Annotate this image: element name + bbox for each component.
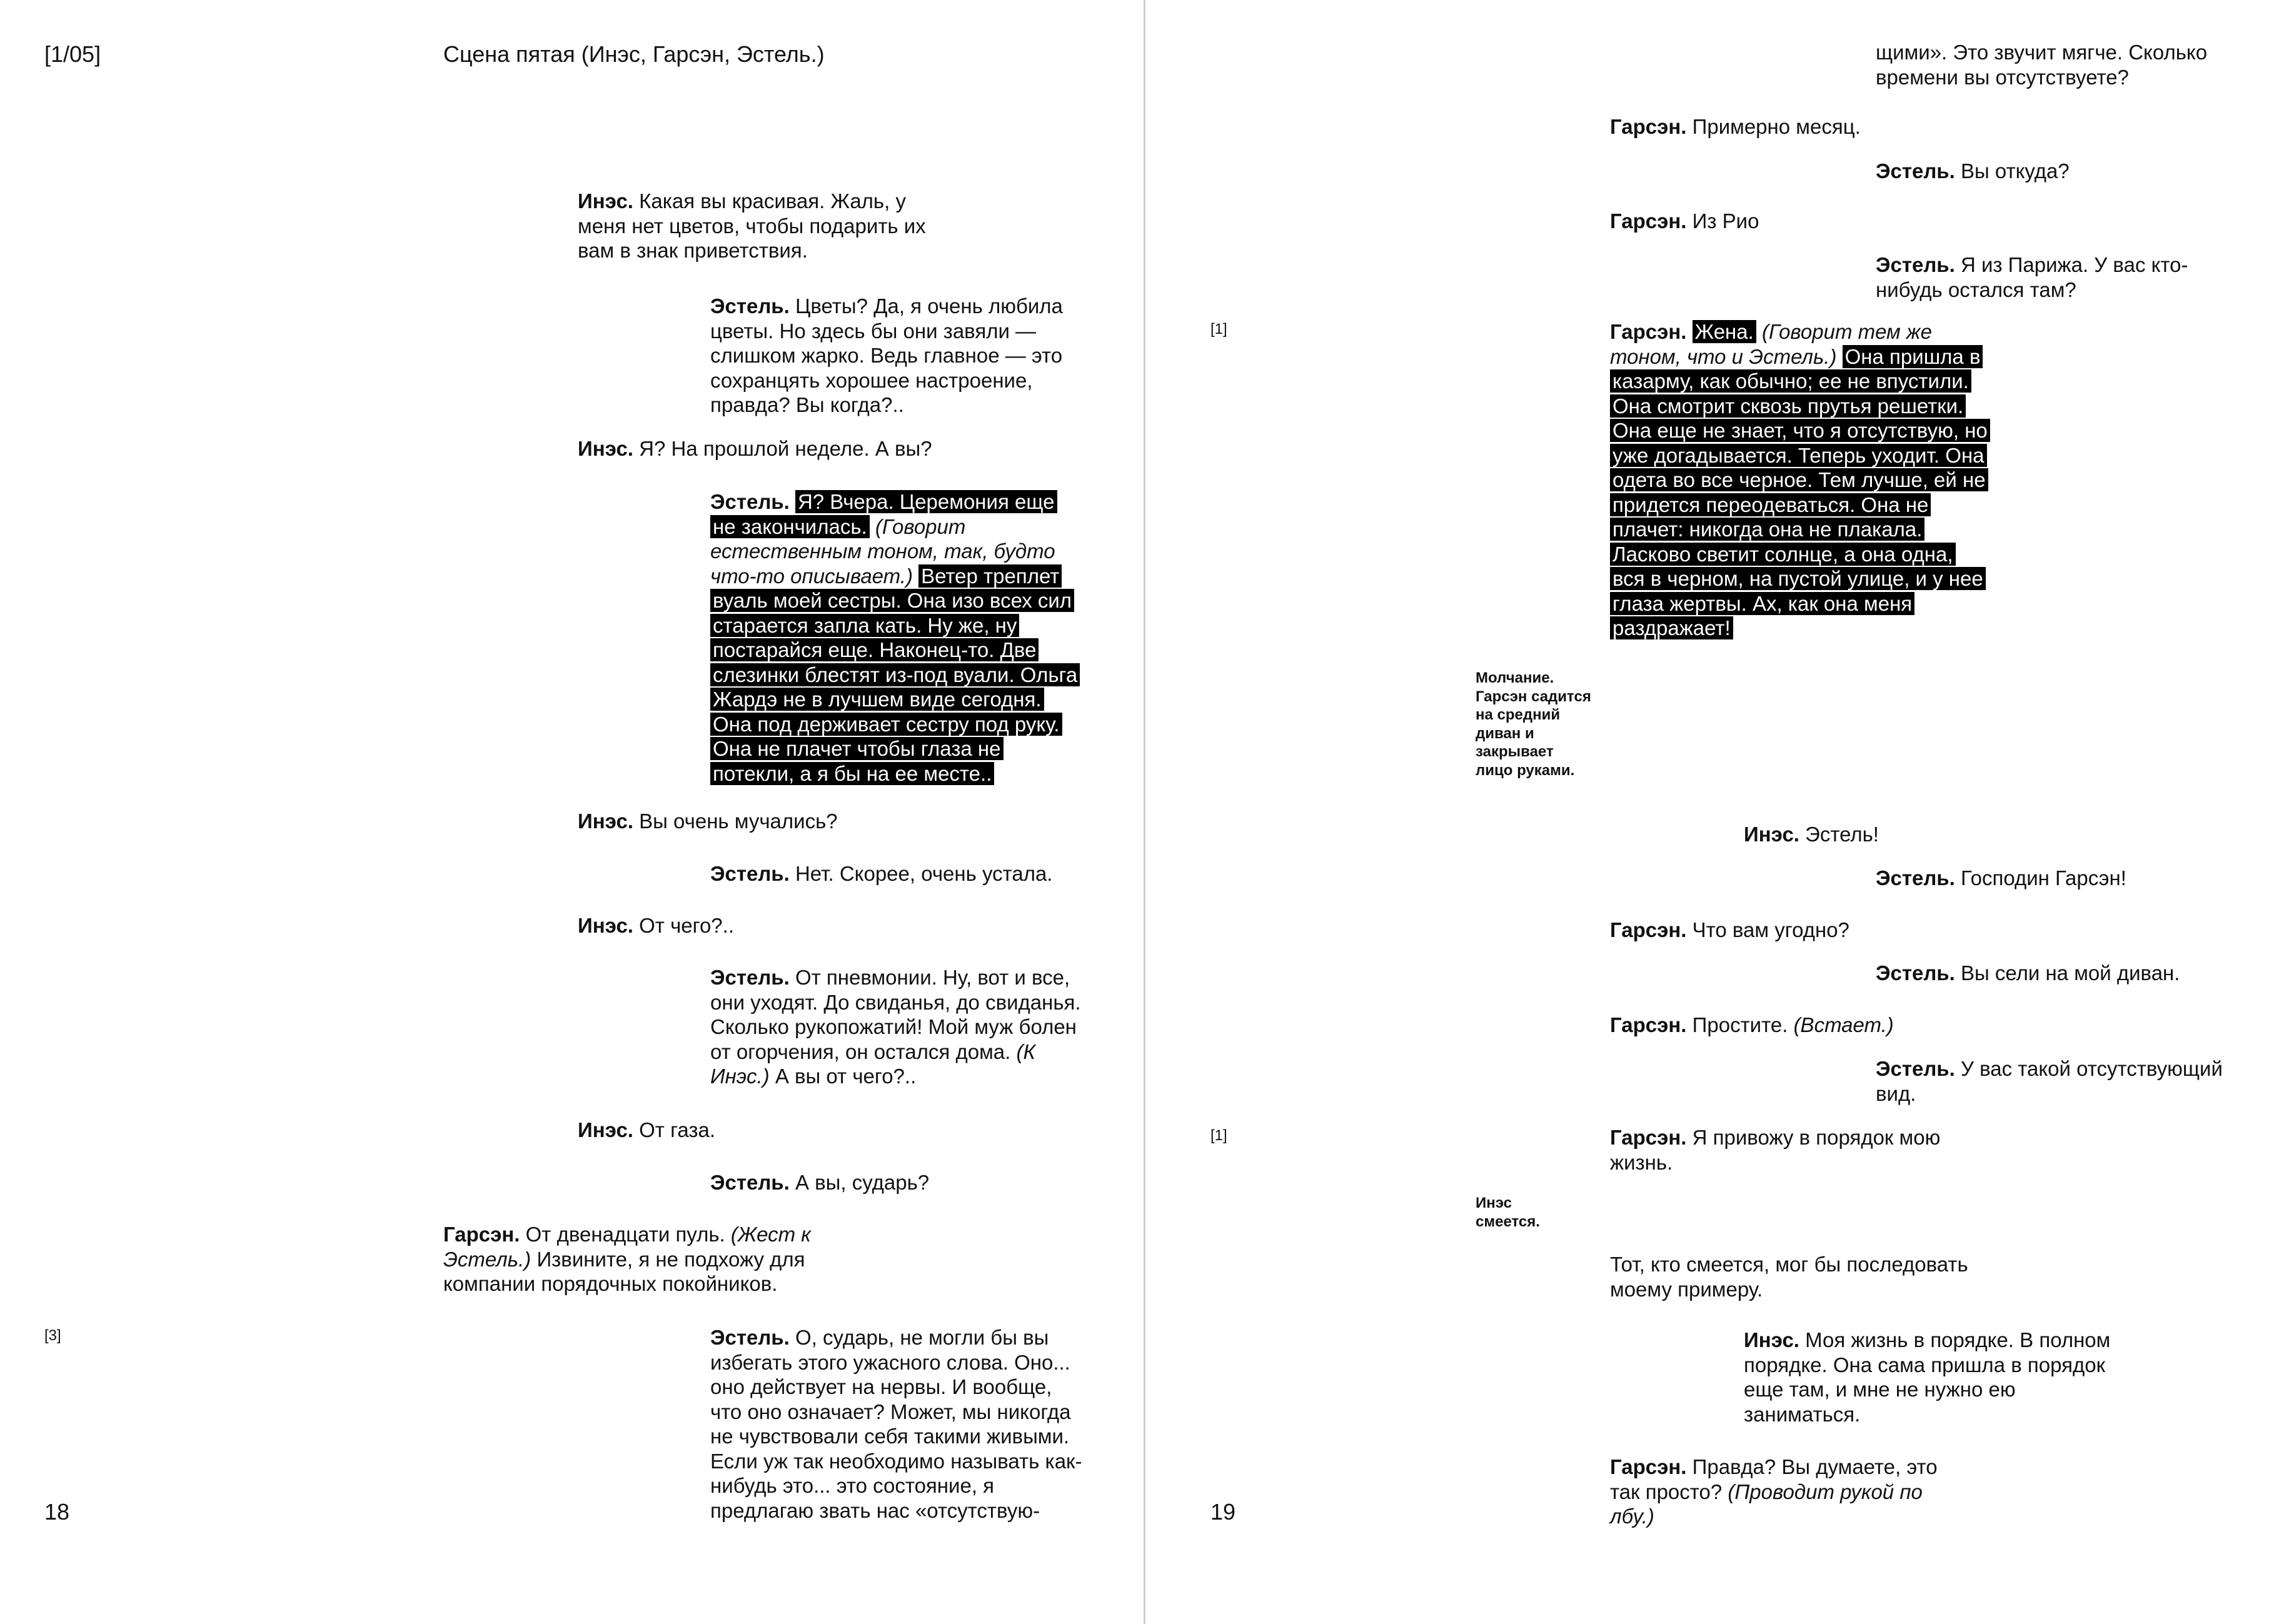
line-ines-7: Инэс. Моя жизнь в порядке. В полном порядке. Она сама пришла в порядок еще там, и мне не нужно ею заниматься. bbox=[1744, 1328, 2111, 1426]
left-page bbox=[0, 0, 1144, 1624]
line-estelle-5: Эстель. А вы, сударь? bbox=[710, 1171, 930, 1194]
line-estelle-11: Эстель. У вас такой отсутствующий вид. bbox=[1876, 1057, 2223, 1105]
line-estelle-8: Эстель. Я из Парижа. У вас кто-нибудь остался там? bbox=[1876, 253, 2188, 301]
highlighted-text: Она пришла в казарму, как обычно; ее не впустили. Она смотрит сквозь прутья решетки. Она еще не знает, что я отсутствую, но уже догадывается. Теперь уходит. Она одета во все черное. Тем лучше, ей не придется переодеваться. Она не плачет: никогда она не плакала. Ласково светит солнце, а она одна, вся в черном, на пустой улице, и у нее глаза жертвы. Ах, как она меня раздражает! bbox=[1610, 345, 1990, 640]
scene-marker: [1/05] bbox=[44, 41, 101, 67]
line-garcin-4: Гарсэн. Жена. (Говорит тем же тоном, что и Эстель.) Она пришла в казарму, как обычно; ее не впустили. Она смотрит сквозь прутья решетки. Она еще не знает, что я отсутствую, но уже догадывается. Теперь уходит. Она одета во все черное. Тем лучше, ей не придется переодеваться. Она не плачет: никогда она не плакала. Ласково светит солнце, а она одна, вся в черном, на пустой улице, и у нее глаза жертвы. Ах, как она меня раздражает! bbox=[1610, 319, 1988, 641]
line-narration: Тот, кто смеется, мог бы последовать моему примеру. bbox=[1610, 1253, 1968, 1301]
stage-direction: (Жест к Эстель.) bbox=[443, 1223, 811, 1271]
margin-note: [3] bbox=[44, 1327, 61, 1344]
page-number: 18 bbox=[44, 1499, 70, 1525]
line-continuation: щими». Это звучит мягче. Сколько времени вы отсутствуете? bbox=[1876, 41, 2208, 89]
line-estelle-2: Эстель. Я? Вчера. Церемония еще не закончилась. (Говорит естественным тоном, так, будто что-то описывает.) Ветер треплет вуаль моей сестры. Она изо всех сил старается запла кать. Ну же, ну постарайся еще. Наконец-то. Две слезинки блестят из-под вуали. Ольга Жардэ не в лучшем виде сегодня. Она под держивает сестру под руку. Она не плачет чтобы глаза не потекли, а я бы на ее месте.. bbox=[710, 489, 1082, 786]
line-ines-2: Инэс. Я? На прошлой неделе. А вы? bbox=[578, 437, 932, 460]
line-estelle-4: Эстель. От пневмонии. Ну, вот и все, они уходят. До свиданья, до свиданья. Сколько рукопожатий! Мой муж болен от огорчения, он остался дома. (К Инэс.) А вы от чего?.. bbox=[710, 966, 1081, 1088]
page-number: 19 bbox=[1210, 1499, 1236, 1525]
line-garcin-8: Гарсэн. Правда? Вы думаете, это так просто? (Проводит рукой по лбу.) bbox=[1610, 1455, 1938, 1528]
line-estelle-9: Эстель. Господин Гарсэн! bbox=[1876, 866, 2126, 890]
highlighted-text: Жена. bbox=[1693, 320, 1756, 343]
line-garcin-1: Гарсэн. От двенадцати пуль. (Жест к Эстель.) Извините, я не подхожу для компании порядочных покойников. bbox=[443, 1223, 811, 1295]
stage-direction: (К Инэс.) bbox=[710, 1040, 1035, 1088]
line-estelle-3: Эстель. Нет. Скорее, очень устала. bbox=[710, 862, 1053, 885]
line-ines-3: Инэс. Вы очень мучались? bbox=[578, 809, 838, 833]
stage-direction: (Проводит рукой по лбу.) bbox=[1610, 1480, 1923, 1528]
line-estelle-6: Эстель. О, сударь, не могли бы вы избегать этого ужасного слова. Оно... оно действует на нервы. И вообще, что оно означает? Может, мы никогда не чувствовали себя такими живыми. Если уж так необходимо называть как-нибудь это... это состояние, я предлагаю звать нас «отсутствую- bbox=[710, 1326, 1082, 1522]
margin-note: [1] bbox=[1210, 1127, 1227, 1144]
stage-direction-silence: Молчание. Гарсэн садится на средний диван и закрывает лицо руками. bbox=[1476, 669, 1591, 779]
line-estelle-10: Эстель. Вы сели на мой диван. bbox=[1876, 961, 2180, 985]
line-ines-5: Инэс. От газа. bbox=[578, 1118, 716, 1141]
line-garcin-6: Гарсэн. Простите. (Встает.) bbox=[1610, 1013, 1894, 1036]
stage-direction: (Встает.) bbox=[1793, 1013, 1894, 1036]
stage-direction: (Говорит естественным тоном, так, будто что-то описывает.) bbox=[710, 514, 1055, 588]
highlighted-text: Я? Вчера. Церемония еще не закончилась. bbox=[710, 490, 1057, 538]
line-garcin-7: Гарсэн. Я привожу в порядок мою жизнь. bbox=[1610, 1126, 1941, 1174]
line-estelle-1: Эстель. Цветы? Да, я очень любила цветы. Но здесь бы они завяли — слишком жарко. Ведь главное — это сохранцять хорошее настроение, правда? Вы когда?.. bbox=[710, 294, 1063, 416]
line-estelle-7: Эстель. Вы откуда? bbox=[1876, 159, 2070, 183]
margin-note: [1] bbox=[1210, 321, 1227, 338]
right-page bbox=[1145, 0, 2289, 1624]
line-ines-4: Инэс. От чего?.. bbox=[578, 914, 734, 937]
scene-title: Сцена пятая (Инэс, Гарсэн, Эстель.) bbox=[443, 41, 825, 67]
stage-direction-laugh: Инэс смеется. bbox=[1476, 1195, 1540, 1230]
line-garcin-2: Гарсэн. Примерно месяц. bbox=[1610, 115, 1861, 138]
stage-direction: (Говорит тем же тоном, что и Эстель.) bbox=[1610, 320, 1932, 368]
line-ines-1: Инэс. Какая вы красивая. Жаль, у меня нет цветов, чтобы подарить их вам в знак приветствия. bbox=[578, 189, 926, 262]
highlighted-text: Ветер треплет вуаль моей сестры. Она изо всех сил старается запла кать. Ну же, ну постарайся еще. Наконец-то. Две слезинки блестят из-под вуали. Ольга Жардэ не в лучшем виде сегодня. Она под держивает сестру под руку. Она не плачет чтобы глаза не потекли, а я бы на ее месте.. bbox=[710, 564, 1080, 785]
line-garcin-3: Гарсэн. Из Рио bbox=[1610, 209, 1759, 233]
line-garcin-5: Гарсэн. Что вам угодно? bbox=[1610, 918, 1849, 941]
line-ines-6: Инэс. Эстель! bbox=[1744, 823, 1879, 846]
